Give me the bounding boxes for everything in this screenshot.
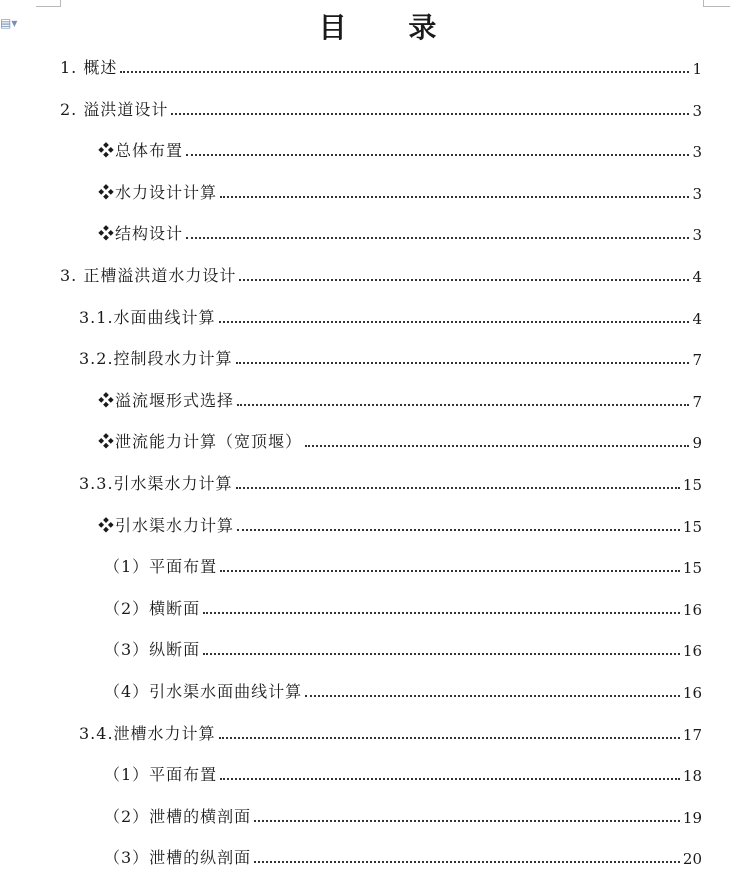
toc-page-number: 18	[682, 767, 702, 786]
toc-entry-label: （3）纵断面	[104, 640, 201, 660]
toc-page-number: 9	[692, 434, 702, 453]
toc-entry-label: （1）平面布置	[104, 557, 218, 577]
toc-dot-leader	[220, 570, 680, 572]
toc-page-number: 7	[692, 392, 702, 411]
toc-entry-label: 3. 正槽溢洪道水力设计	[60, 266, 237, 285]
toc-entry[interactable]	[60, 54, 702, 78]
toc-dot-leader	[305, 695, 680, 697]
toc-dot-leader	[237, 404, 689, 406]
toc-entry[interactable]	[60, 262, 702, 286]
toc-page-number: 15	[682, 517, 702, 536]
toc-entry-label: 2. 溢洪道设计	[60, 99, 169, 119]
toc-entry[interactable]	[98, 220, 702, 244]
toc-entry[interactable]	[98, 137, 702, 161]
toc-page-number: 15	[682, 476, 702, 494]
toc-page-number: 3	[692, 101, 702, 120]
toc-dot-leader	[220, 778, 680, 780]
toc-dot-leader	[219, 737, 680, 739]
toc-dot-leader	[186, 237, 689, 239]
toc-entry-label: ❖泄流能力计算（宽顶堰）	[98, 432, 303, 452]
toc-dot-leader	[219, 321, 690, 323]
toc-dot-leader	[203, 653, 680, 655]
toc-page-number: 17	[682, 725, 702, 744]
toc-entry[interactable]	[104, 595, 702, 619]
document-icon[interactable]: ▤▾	[0, 16, 18, 30]
toc-entry-label: ❖水力设计计算	[98, 182, 218, 202]
toc-entry-label: ❖引水渠水力计算	[98, 515, 235, 535]
toc-entry-label: （4）引水渠水面曲线计算	[104, 682, 303, 701]
toc-entry[interactable]	[79, 470, 702, 494]
toc-dot-leader	[254, 861, 680, 863]
toc-page-number: 3	[692, 184, 702, 203]
toc-entry-label: （2）横断面	[104, 598, 201, 618]
toc-entry[interactable]	[98, 512, 702, 536]
toc-entry-label: ❖溢流堰形式选择	[98, 390, 235, 410]
toc-entry[interactable]	[98, 428, 702, 452]
toc-entry-label: （2）泄槽的横剖面	[104, 806, 252, 826]
toc-dot-leader	[220, 196, 689, 198]
toc-entry-label: （3）泄槽的纵剖面	[104, 848, 252, 868]
toc-dot-leader	[186, 154, 689, 156]
toc-page-number: 19	[682, 808, 702, 827]
toc-entry[interactable]	[104, 803, 702, 827]
toc-dot-leader	[203, 612, 680, 614]
toc-page-number: 16	[682, 642, 702, 661]
toc-title: 目 录	[318, 11, 463, 44]
toc-dot-leader	[254, 820, 680, 822]
toc-entry[interactable]	[79, 720, 702, 744]
toc-entry[interactable]	[60, 96, 702, 120]
toc-entry[interactable]	[104, 761, 702, 785]
toc-entry[interactable]	[98, 387, 702, 411]
toc-dot-leader	[171, 113, 689, 115]
toc-dot-leader	[236, 362, 690, 364]
toc-entry-label: 3.2.控制段水力计算	[79, 349, 233, 369]
toc-entry[interactable]	[104, 636, 702, 660]
toc-entry-label: （1）平面布置	[104, 765, 218, 785]
toc-page-number: 20	[682, 850, 702, 869]
toc-entry-label: 3.1.水面曲线计算	[79, 307, 216, 327]
toc-page-number: 4	[692, 268, 702, 286]
toc-page-number: 3	[692, 226, 702, 245]
toc-entry[interactable]	[104, 678, 702, 702]
toc-dot-leader	[239, 279, 689, 281]
toc-page-number: 3	[692, 143, 702, 162]
toc-page-number: 16	[682, 684, 702, 702]
toc-entry-label: 3.3.引水渠水力计算	[79, 474, 233, 493]
toc-page-number: 4	[692, 309, 702, 328]
toc-page-number: 1	[692, 60, 702, 78]
toc-entry-label: 1. 概述	[60, 58, 118, 77]
toc-entry[interactable]	[79, 345, 702, 369]
toc-dot-leader	[237, 529, 680, 531]
toc-page-number: 16	[682, 600, 702, 619]
toc-entry[interactable]	[104, 553, 702, 577]
toc-dot-leader	[120, 71, 689, 73]
toc-entry[interactable]	[104, 844, 702, 868]
toc-entry[interactable]	[79, 304, 702, 328]
toc-entry-label: 3.4.泄槽水力计算	[79, 723, 216, 743]
toc-dot-leader	[305, 445, 689, 447]
toc-entry-label: ❖结构设计	[98, 224, 184, 244]
toc-entry-label: ❖总体布置	[98, 141, 184, 161]
toc-page-number: 15	[682, 559, 702, 578]
toc-entry[interactable]	[98, 179, 702, 203]
toc-page-number: 7	[692, 351, 702, 370]
toc-dot-leader	[236, 487, 680, 489]
